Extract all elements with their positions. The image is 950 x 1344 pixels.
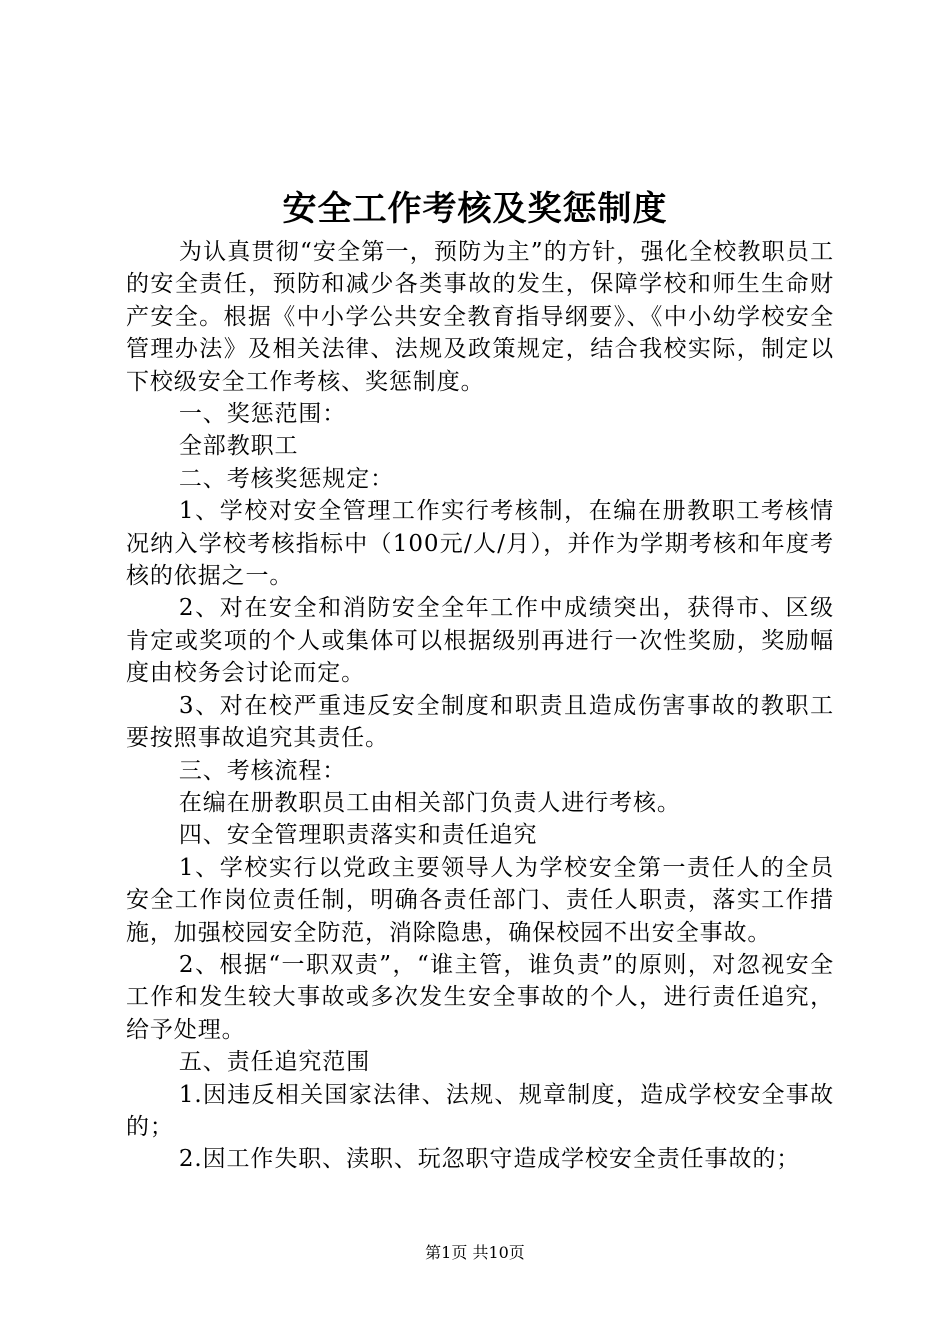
- section-heading: 四、安全管理职责落实和责任追究: [178, 822, 538, 849]
- paragraph: 1.因违反相关国家法律、法规、规章制度，造成学校安全事故的；: [126, 1081, 834, 1140]
- paragraph: 2、对在安全和消防安全全年工作中成绩突出，获得市、区级肯定或奖项的个人或集体可以根据级别再进行一次性奖励，奖励幅度由校务会讨论而定。: [126, 595, 834, 687]
- section-heading: 二、考核奖惩规定：: [178, 465, 394, 492]
- section-heading: 三、考核流程：: [178, 757, 347, 784]
- paragraph: 2.因工作失职、渎职、玩忽职守造成学校安全责任事故的；: [178, 1146, 801, 1173]
- section-heading: 五、责任追究范围: [178, 1049, 371, 1076]
- document-title: 安全工作考核及奖惩制度: [282, 189, 668, 229]
- paragraph: 3、对在校严重违反安全制度和职责且造成伤害事故的教职工要按照事故追究其责任。: [126, 692, 834, 752]
- paragraph: 1、学校对安全管理工作实行考核制，在编在册教职工考核情况纳入学校考核指标中（100元/人/月），并作为学期考核和年度考核的依据之一。: [126, 498, 834, 590]
- page-footer: 第1页 共10页: [425, 1243, 525, 1262]
- paragraph: 在编在册教职员工由相关部门负责人进行考核。: [178, 789, 681, 816]
- intro-paragraph: 为认真贯彻“安全第一，预防为主”的方针，强化全校教职员工的安全责任，预防和减少各类事故的发生，保障学校和师生生命财产安全。根据《中小学公共安全教育指导纲要》、《中小幼学校安全管理办法》及相关法律、法规及政策规定，结合我校实际，制定以下校级安全工作考核、奖惩制度。: [126, 239, 834, 395]
- section-heading: 一、奖惩范围：: [178, 401, 347, 428]
- document-body: [126, 236, 834, 1176]
- paragraph: 全部教职工: [178, 433, 299, 460]
- paragraph: 2、根据“一职双责”，“谁主管，谁负责”的原则，对忽视安全工作和发生较大事故或多次发生安全事故的个人，进行责任追究，给予处理。: [126, 951, 834, 1043]
- paragraph: 1、学校实行以党政主要领导人为学校安全第一责任人的全员安全工作岗位责任制，明确各责任部门、责任人职责，落实工作措施，加强校园安全防范，消除隐患，确保校园不出安全事故。: [126, 854, 834, 946]
